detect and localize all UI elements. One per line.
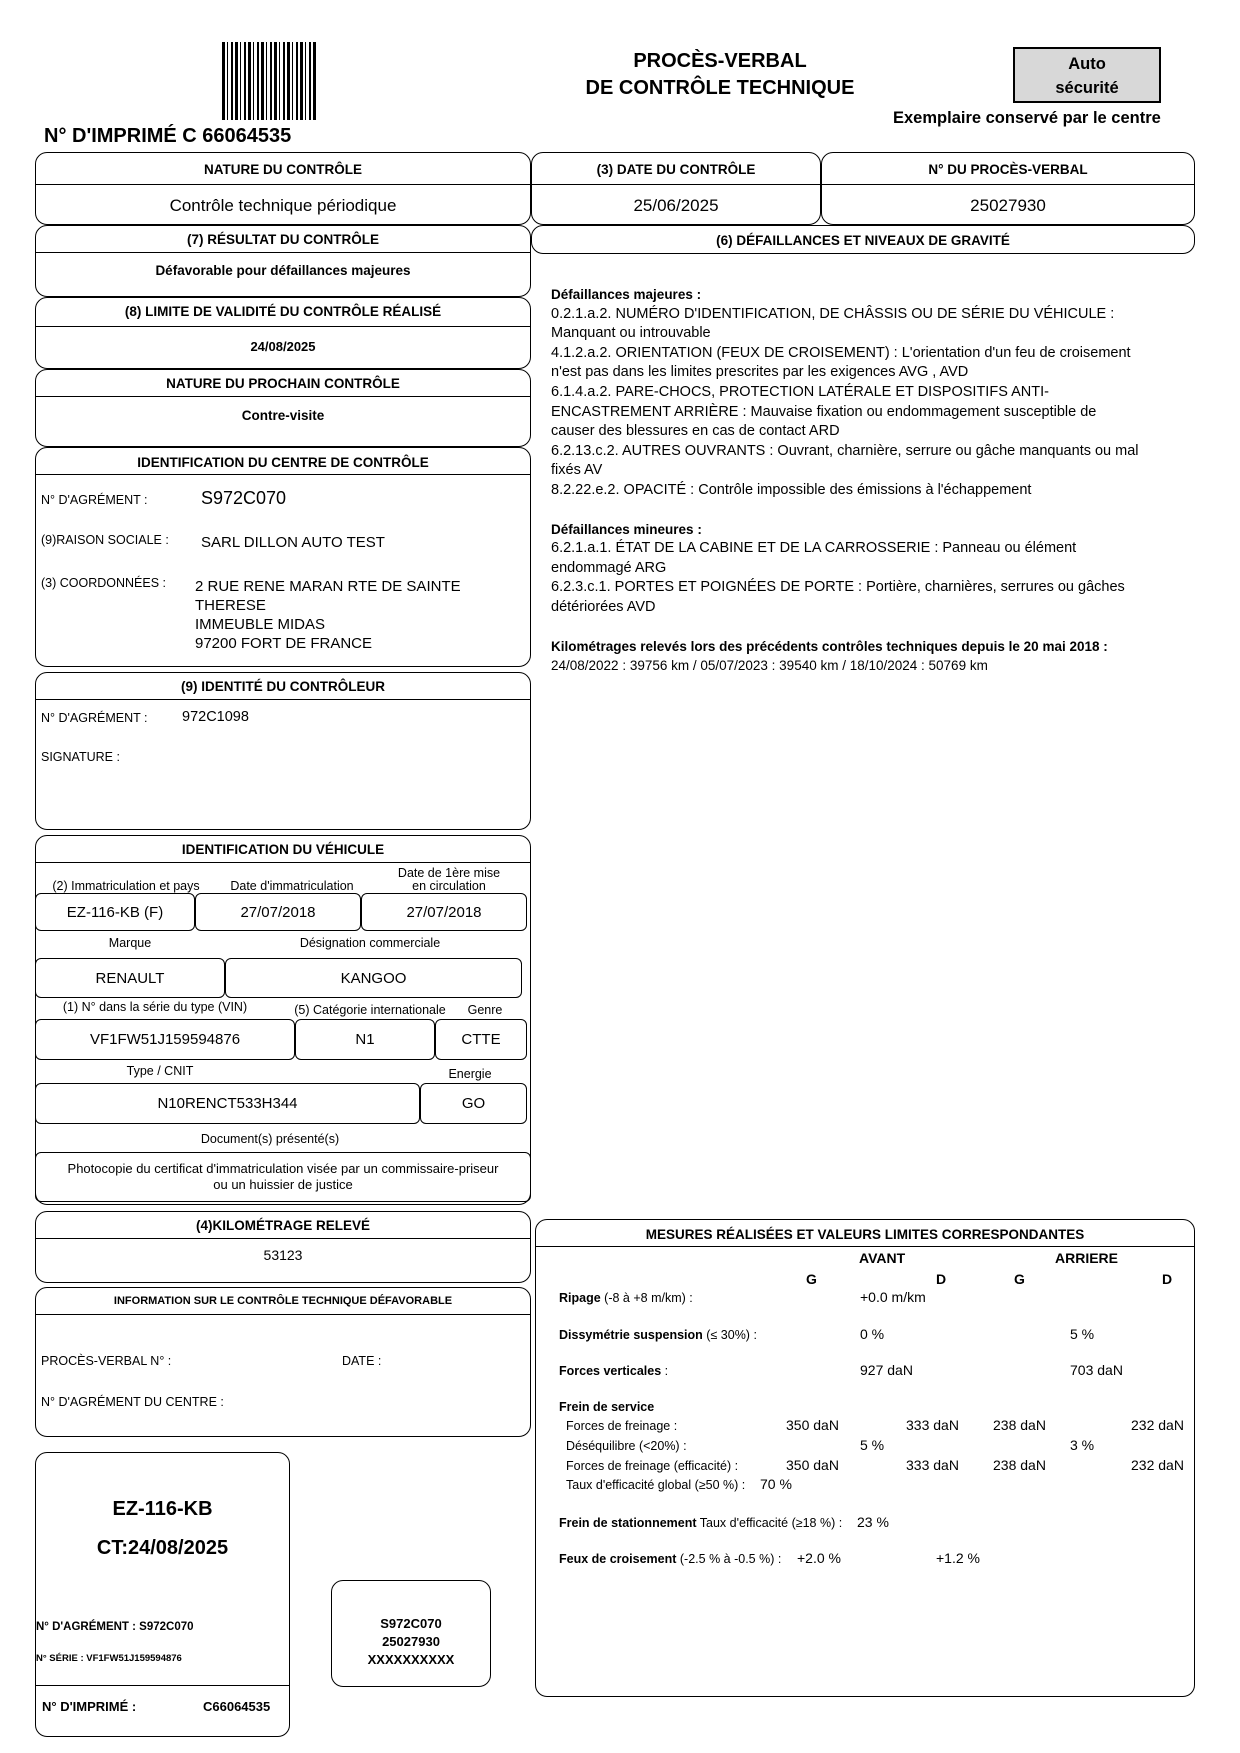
frein-stat-value: 23 % bbox=[857, 1514, 889, 1530]
centre-raison-value: SARL DILLON AUTO TEST bbox=[201, 534, 385, 551]
resultat-header: (7) RÉSULTAT DU CONTRÔLE bbox=[187, 232, 379, 247]
page-title: PROCÈS-VERBAL DE CONTRÔLE TECHNIQUE bbox=[585, 50, 855, 99]
ripage-value: +0.0 m/km bbox=[860, 1289, 926, 1305]
deseq-avant: 5 % bbox=[860, 1437, 885, 1453]
vin-value: VF1FW51J159594876 bbox=[35, 1019, 295, 1060]
resultat-box bbox=[35, 225, 531, 297]
genre-value: CTTE bbox=[435, 1019, 527, 1060]
forces-freinage-label: Forces de freinage : bbox=[566, 1419, 678, 1433]
limite-box bbox=[35, 297, 531, 369]
fe-avant-g: 350 daN bbox=[786, 1457, 839, 1473]
num-pv-header: N° DU PROCÈS-VERBAL bbox=[928, 162, 1088, 177]
designation-value: KANGOO bbox=[225, 958, 522, 998]
feux-label: Feux de croisement (-2.5 % à -0.5 %) : bbox=[559, 1552, 782, 1566]
defaillances-content bbox=[551, 285, 1141, 676]
defect-item: 0.2.1.a.2. NUMÉRO D'IDENTIFICATION, DE CHÂSSIS OU DE SÉRIE DU VÉHICULE : Manquant ou introuvable bbox=[551, 305, 1115, 342]
vignette-box bbox=[35, 1452, 290, 1737]
stamp-code: XXXXXXXXXX bbox=[367, 1652, 455, 1667]
date-controle-box bbox=[531, 152, 821, 225]
forces-v-avant: 927 daN bbox=[860, 1362, 913, 1378]
info-agrement-label: N° D'AGRÉMENT DU CENTRE : bbox=[41, 1395, 224, 1409]
date-immat-label: Date d'immatriculation bbox=[230, 879, 354, 893]
frein-service-label: Frein de service bbox=[559, 1400, 655, 1414]
info-defavorable-box bbox=[35, 1287, 531, 1437]
forces-v-arriere: 703 daN bbox=[1070, 1362, 1123, 1378]
documents-label: Document(s) présenté(s) bbox=[200, 1132, 340, 1146]
vignette-serie: N° SÉRIE : VF1FW51J159594876 bbox=[36, 1653, 182, 1664]
kilometrage-box bbox=[35, 1211, 531, 1283]
prochain-header: NATURE DU PROCHAIN CONTRÔLE bbox=[166, 376, 400, 391]
fe-avant-d: 333 daN bbox=[906, 1457, 959, 1473]
kilometrage-value: 53123 bbox=[263, 1247, 303, 1263]
type-value: N10RENCT533H344 bbox=[35, 1083, 420, 1124]
date-controle-value: 25/06/2025 bbox=[633, 196, 719, 215]
centre-coord-value: 2 RUE RENE MARAN RTE DE SAINTE THERESE IMMEUBLE MIDAS 97200 FORT DE FRANCE bbox=[195, 578, 461, 652]
prochain-value: Contre-visite bbox=[241, 408, 325, 423]
kilometrage-header: (4)KILOMÉTRAGE RELEVÉ bbox=[195, 1218, 370, 1233]
vignette-stamp bbox=[331, 1580, 491, 1687]
vignette-agrement: N° D'AGRÉMENT : S972C070 bbox=[36, 1621, 194, 1633]
mesures-header: MESURES RÉALISÉES ET VALEURS LIMITES CORRESPONDANTES bbox=[645, 1227, 1085, 1242]
defect-item: 6.2.1.a.1. ÉTAT DE LA CABINE ET DE LA CARROSSERIE : Panneau ou élément endommagé ARG bbox=[551, 540, 1077, 576]
nature-controle-box bbox=[35, 152, 531, 225]
avant-g: G bbox=[806, 1271, 817, 1287]
defaillances-header-box bbox=[531, 225, 1195, 254]
desequilibre-label: Déséquilibre (<20%) : bbox=[566, 1439, 687, 1453]
vignette-imprime-label: N° D'IMPRIMÉ : bbox=[42, 1699, 137, 1714]
energie-label: Energie bbox=[448, 1067, 492, 1081]
controleur-header: (9) IDENTITÉ DU CONTRÔLEUR bbox=[181, 679, 385, 694]
defect-item: 6.2.13.c.2. AUTRES OUVRANTS : Ouvrant, charnière, serrure ou gâche manquants ou mal fixés AV bbox=[551, 442, 1139, 479]
ff-avant-g: 350 daN bbox=[786, 1417, 839, 1433]
ripage-label: Ripage (-8 à +8 m/km) : bbox=[559, 1291, 693, 1305]
majeures-title: Défaillances majeures : bbox=[551, 287, 702, 302]
date-immat-value: 27/07/2018 bbox=[195, 893, 361, 931]
prochain-box bbox=[35, 369, 531, 447]
controleur-agrement-label: N° D'AGRÉMENT : bbox=[41, 711, 148, 725]
fe-arriere-d: 232 daN bbox=[1131, 1457, 1184, 1473]
num-pv-box bbox=[821, 152, 1195, 225]
nature-controle-value: Contrôle technique périodique bbox=[169, 196, 397, 215]
vin-label: (1) N° dans la série du type (VIN) bbox=[62, 1000, 248, 1014]
frein-stat-label: Frein de stationnement Taux d'efficacité (≥18 %) : bbox=[559, 1516, 843, 1530]
feux-d-value: +1.2 % bbox=[936, 1550, 980, 1566]
barcode bbox=[222, 42, 316, 120]
imprime-number: N° D'IMPRIMÉ C 66064535 bbox=[44, 125, 292, 147]
date-controle-header: (3) DATE DU CONTRÔLE bbox=[596, 162, 756, 177]
stamp-agrement: S972C070 bbox=[380, 1616, 442, 1631]
arriere-d: D bbox=[1162, 1271, 1173, 1287]
vignette-imprime-value: C66064535 bbox=[203, 1699, 271, 1714]
mineures-title: Défaillances mineures : bbox=[551, 521, 702, 537]
marque-label: Marque bbox=[108, 936, 152, 950]
defect-item: 4.1.2.a.2. ORIENTATION (FEUX DE CROISEMENT) : L'orientation d'un feu de croisement n'est pas dans les limites prescrites par les exigences AVG , AVD bbox=[551, 344, 1131, 381]
taux-global-label: Taux d'efficacité global (≥50 %) : bbox=[566, 1478, 746, 1492]
genre-label: Genre bbox=[467, 1003, 503, 1017]
vehicule-header: IDENTIFICATION DU VÉHICULE bbox=[181, 842, 385, 857]
dissym-arriere: 5 % bbox=[1070, 1326, 1095, 1342]
centre-agrement-label: N° D'AGRÉMENT : bbox=[41, 493, 148, 507]
avant-header: AVANT bbox=[859, 1250, 906, 1266]
nature-controle-header: NATURE DU CONTRÔLE bbox=[204, 162, 362, 177]
info-date-label: DATE : bbox=[342, 1354, 382, 1368]
km-history: Kilométrages relevés lors des précédents contrôles techniques depuis le 20 mai 2018 : 24/08/2022 : 39756 km / 05/07/2023 : 39540 km / 18/10/2024 : 50769 km bbox=[551, 638, 1108, 674]
num-pv-value: 25027930 bbox=[970, 196, 1046, 215]
designation-label: Désignation commerciale bbox=[299, 936, 441, 950]
ff-arriere-d: 232 daN bbox=[1131, 1417, 1184, 1433]
stamp-pv: 25027930 bbox=[382, 1634, 440, 1649]
logo-auto-securite: Auto sécurité bbox=[1013, 47, 1161, 103]
signature-label: SIGNATURE : bbox=[41, 750, 120, 764]
feux-g-value: +2.0 % bbox=[797, 1550, 841, 1566]
date-1ere-value: 27/07/2018 bbox=[361, 893, 527, 931]
ff-arriere-g: 238 daN bbox=[993, 1417, 1046, 1433]
arriere-g: G bbox=[1014, 1271, 1025, 1287]
date-1ere-label: Date de 1ère mise en circulation bbox=[397, 866, 501, 893]
categorie-label: (5) Catégorie internationale bbox=[294, 1003, 446, 1017]
centre-box bbox=[35, 447, 531, 667]
forces-eff-label: Forces de freinage (efficacité) : bbox=[566, 1459, 739, 1473]
forces-v-label: Forces verticales : bbox=[559, 1364, 669, 1378]
defect-item: 8.2.22.e.2. OPACITÉ : Contrôle impossible des émissions à l'échappement bbox=[551, 481, 1032, 498]
documents-value: Photocopie du certificat d'immatriculation visée par un commissaire-priseur ou un huissier de justice bbox=[35, 1152, 531, 1202]
info-pv-label: PROCÈS-VERBAL N° : bbox=[41, 1354, 172, 1368]
dissym-label: Dissymétrie suspension (≤ 30%) : bbox=[559, 1328, 757, 1342]
limite-header: (8) LIMITE DE VALIDITÉ DU CONTRÔLE RÉALISÉ bbox=[124, 304, 442, 319]
immat-value: EZ-116-KB (F) bbox=[35, 893, 195, 931]
limite-value: 24/08/2025 bbox=[250, 339, 316, 354]
ff-avant-d: 333 daN bbox=[906, 1417, 959, 1433]
defect-item: 6.2.3.c.1. PORTES ET POIGNÉES DE PORTE : Portière, charnières, serrures ou gâches détériorées AVD bbox=[551, 579, 1125, 615]
centre-agrement-value: S972C070 bbox=[201, 488, 287, 508]
energie-value: GO bbox=[420, 1083, 527, 1124]
resultat-value: Défavorable pour défaillances majeures bbox=[155, 263, 411, 278]
centre-raison-label: (9)RAISON SOCIALE : bbox=[41, 533, 169, 547]
defect-item: 6.1.4.a.2. PARE-CHOCS, PROTECTION LATÉRALE ET DISPOSITIFS ANTI-ENCASTREMENT ARRIÈRE : Mauvaise fixation ou endommagement susceptible de causer des blessures en cas de contact ARD bbox=[551, 383, 1097, 440]
marque-value: RENAULT bbox=[35, 958, 225, 998]
vignette-plate: EZ-116-KB bbox=[112, 1498, 213, 1520]
centre-coord-label: (3) COORDONNÉES : bbox=[41, 576, 167, 590]
fe-arriere-g: 238 daN bbox=[993, 1457, 1046, 1473]
deseq-arriere: 3 % bbox=[1070, 1437, 1095, 1453]
exemplaire-note: Exemplaire conservé par le centre bbox=[893, 109, 1161, 127]
categorie-value: N1 bbox=[295, 1019, 435, 1060]
controleur-agrement-value: 972C1098 bbox=[182, 709, 249, 725]
info-defavorable-header: INFORMATION SUR LE CONTRÔLE TECHNIQUE DÉFAVORABLE bbox=[113, 1295, 453, 1307]
controleur-box bbox=[35, 672, 531, 830]
centre-header: IDENTIFICATION DU CENTRE DE CONTRÔLE bbox=[137, 455, 429, 470]
immat-label: (2) Immatriculation et pays bbox=[52, 879, 200, 893]
taux-global-value: 70 % bbox=[760, 1476, 792, 1492]
dissym-avant: 0 % bbox=[860, 1326, 885, 1342]
type-label: Type / CNIT bbox=[126, 1064, 194, 1078]
arriere-header: ARRIERE bbox=[1055, 1250, 1119, 1266]
avant-d: D bbox=[936, 1271, 947, 1287]
defaillances-header: (6) DÉFAILLANCES ET NIVEAUX DE GRAVITÉ bbox=[716, 233, 1010, 248]
vignette-ct-date: CT:24/08/2025 bbox=[96, 1537, 229, 1559]
